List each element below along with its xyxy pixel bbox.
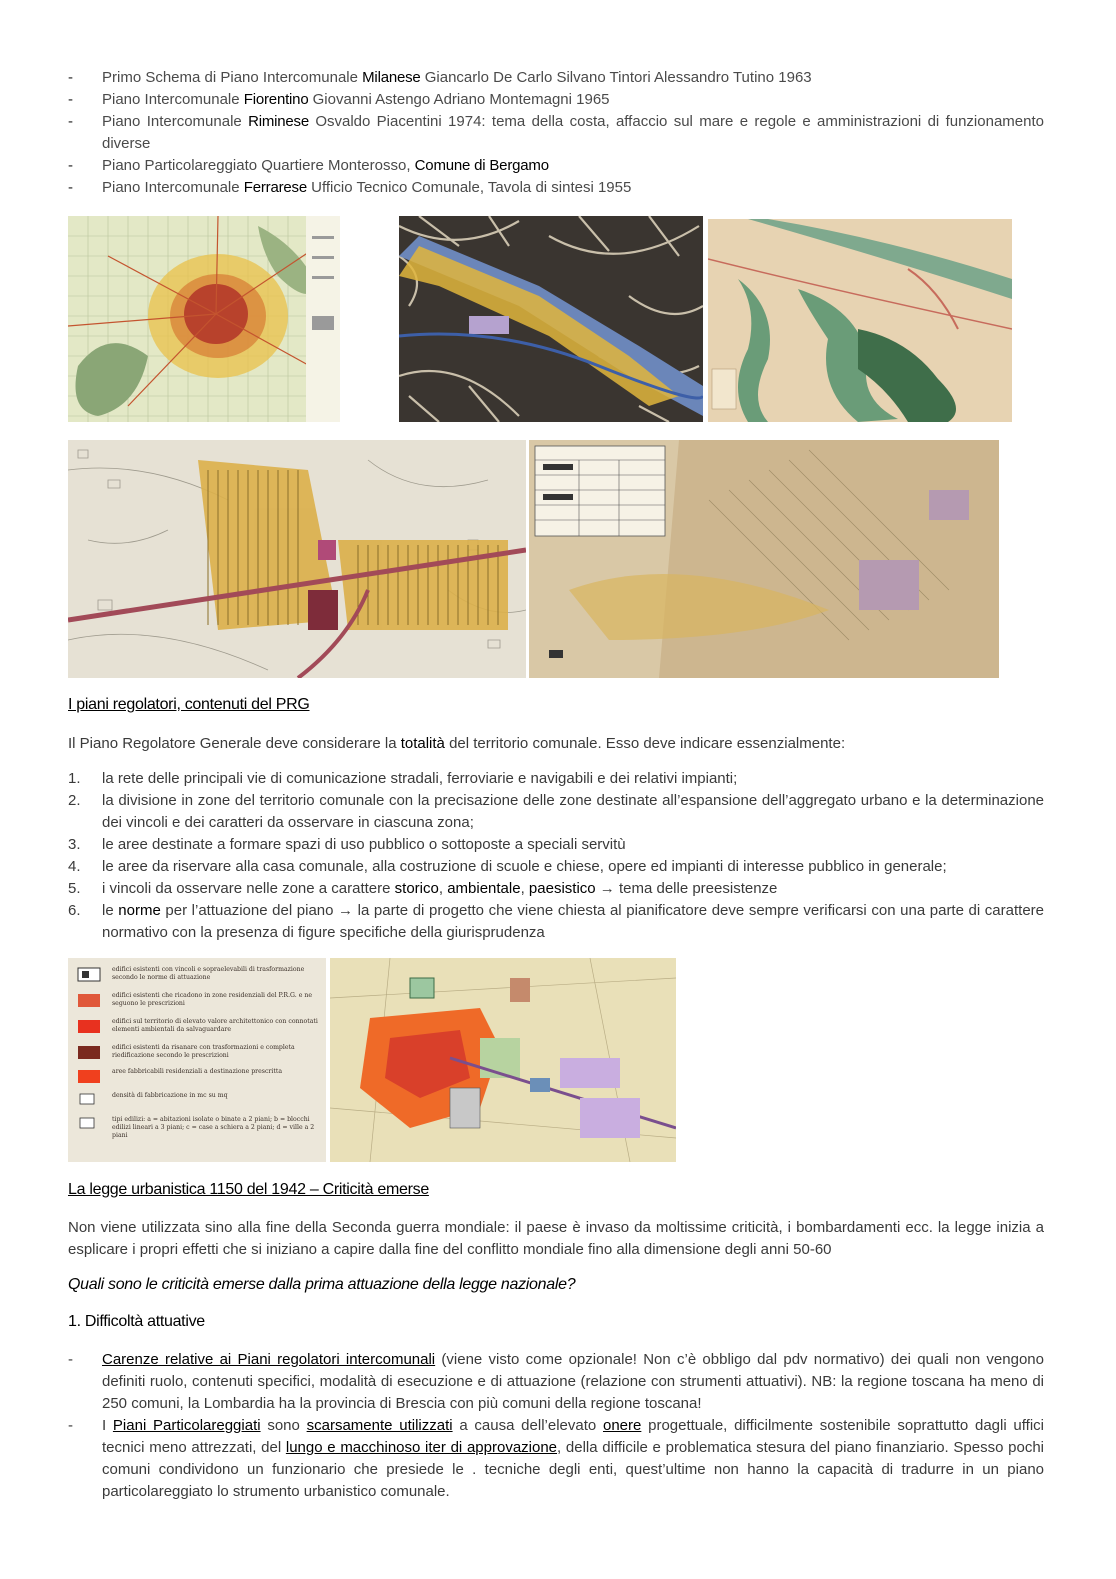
list-item: 1. la rete delle principali vie di comunicazione stradali, ferroviarie e navigabili e dei relativi impianti; [68,770,738,787]
plan-legend [68,958,326,1162]
section-paragraph: Non viene utilizzata sino alla fine della Seconda guerra mondiale: il paese è invaso da moltissime criticità, i bombardamenti ecc. la legge inizia a esplicare i propri effetti che si iniziano a capire dalla fine del conflitto mondiale fino alla dimensione degli anni 50-60 [68,1219,1044,1258]
section-heading-legge: La legge urbanistica 1150 del 1942 – Criticità emerse [68,1181,429,1198]
prg-contents-list [68,768,1044,944]
map-ferrarese [529,440,999,678]
map-bergamo-monterosso [68,440,526,678]
map-riminese [708,219,1012,422]
list-item: 3. le aree destinate a formare spazi di uso pubblico o sottoposte a speciali servitù [68,836,626,853]
list-item: - Piano Intercomunale Riminese Osvaldo Piacentini 1974: tema della costa, affaccio sul mare e regole e amministrazioni di funzionamento diverse [68,113,1044,152]
map-fiorentino [399,216,703,422]
list-item: - Piano Particolareggiato Quartiere Monterosso, Comune di Bergamo [68,157,549,174]
list-item: - Carenze relative ai Piani regolatori intercomunali (viene visto come opzionale! Non c’è obbligo dal pdv normativo) dei quali non vengono definiti ruolo, contenuti specifici, modalità di esecuzione e di attuazione (relazione con strumenti attuativi). NB: la regione toscana ha meno di 250 comuni, la Lombardia ha la provincia di Brescia con più comuni della regione toscana! [68,1351,1044,1412]
map-plan-detail [330,958,676,1162]
intro-list [68,67,1044,199]
list-item: 4. le aree da riservare alla casa comunale, alla costruzione di scuole e chiese, opere ed impianti di interesse pubblico in generale; [68,858,947,875]
legend-item: edifici esistenti con vincoli e sopraelevabili di trasformazione secondo le norme di attuazione [112,966,305,981]
section-question: Quali sono le criticità emerse dalla prima attuazione della legge nazionale? [68,1276,576,1293]
list-item: - Piano Intercomunale Fiorentino Giovanni Astengo Adriano Montemagni 1965 [68,91,610,108]
legend-item: edifici esistenti che ricadono in zone residenziali del P.R.G. e ne seguono le prescrizioni [112,992,312,1007]
list-item: 2. la divisione in zone del territorio comunale con la precisazione delle zone destinate all’espansione dell’aggregato urbano e la determinazione dei vincoli e dei caratteri da osservare in ciascuna zona; [68,792,1044,831]
criticita-list [68,1349,1044,1503]
legend-item: densità di fabbricazione in mc su mq [112,1092,228,1099]
legend-item: edifici sul territorio di elevato valore architettonico con connotati elementi ambientali da salvaguardare [112,1018,318,1033]
list-item: - Primo Schema di Piano Intercomunale Milanese Giancarlo De Carlo Silvano Tintori Alessandro Tutino 1963 [68,69,812,86]
list-item: - Piano Intercomunale Ferrarese Ufficio Tecnico Comunale, Tavola di sintesi 1955 [68,179,632,196]
section-intro: Il Piano Regolatore Generale deve considerare la totalità del territorio comunale. Esso deve indicare essenzialmente: [68,735,846,752]
legend-item: aree fabbricabili residenziali a destinazione prescritta [112,1068,283,1075]
map-milanese [68,216,340,422]
list-item: 5. i vincoli da osservare nelle zone a carattere storico, ambientale, paesistico → tema delle preesistenze [68,880,778,897]
subheading-difficolta: 1. Difficoltà attuative [68,1313,205,1330]
legend-item: edifici esistenti da risanare con trasformazioni e completa riedificazione secondo le prescrizioni [112,1044,295,1059]
list-item: 6. le norme per l’attuazione del piano → la parte di progetto che viene chiesta al pianificatore deve sempre verificarsi con una parte di carattere normativo con la presenza di figure specifiche della giurisprudenza [68,902,1044,941]
legend-item: tipi edilizi: a = abitazioni isolate o binate a 2 piani; b = blocchi edilizi lineari a 3 piani; c = case a schiera a 2 piani; d = ville a 2 piani [112,1116,315,1139]
list-item: - I Piani Particolareggiati sono scarsamente utilizzati a causa dell’elevato onere progettuale, difficilmente sostenibile soprattutto dagli uffici tecnici meno attrezzati, del lungo e macchinoso iter di approvazione, della difficile e problematica stesura del piano finanziario. Spesso pochi comuni condividono un funzionario che presiede le . tecniche degli enti, quest’ultime non hanno la capacità di tradurre in un piano particolareggiato lo strumento urbanistico comunale. [68,1417,1044,1500]
section-heading-prg: I piani regolatori, contenuti del PRG [68,696,310,713]
